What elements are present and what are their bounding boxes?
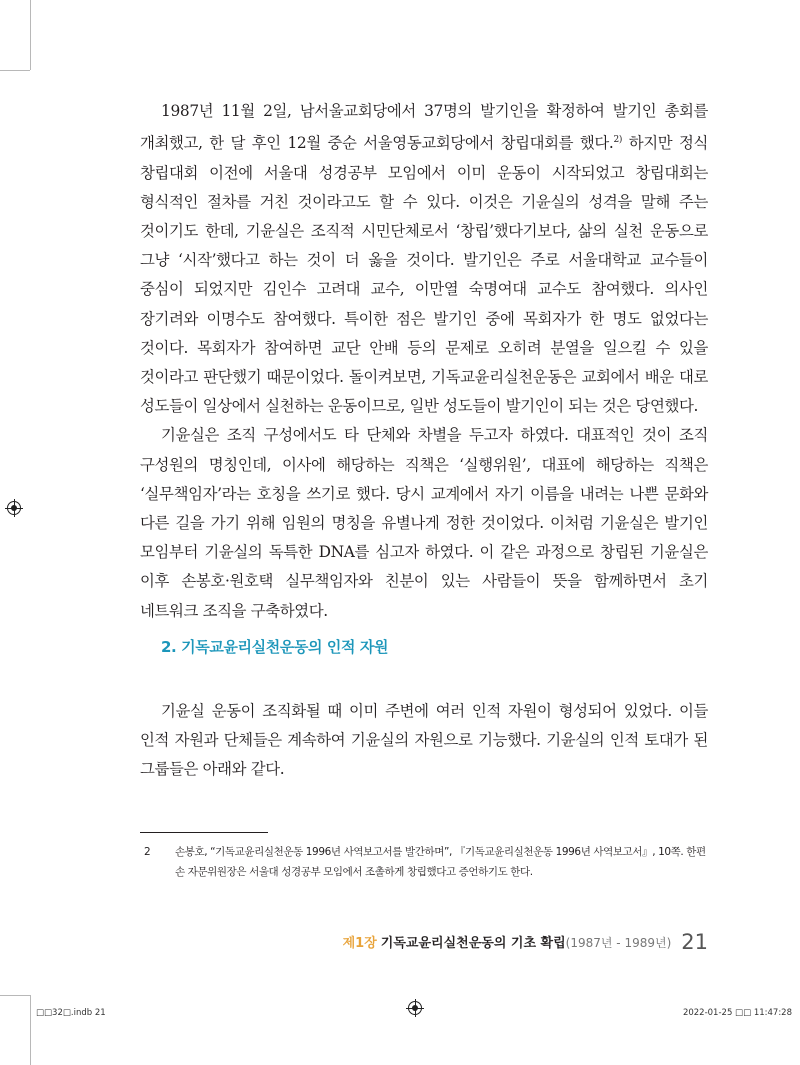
body-block-bottom xyxy=(140,697,708,785)
body-block-top xyxy=(140,97,708,626)
registration-mark-icon xyxy=(408,1001,422,1015)
footnote-reference: 2) xyxy=(613,135,623,146)
footnote-rule xyxy=(140,832,268,833)
registration-mark-icon xyxy=(7,501,21,515)
chapter-label: 제1장 xyxy=(342,936,377,951)
chapter-years: (1987년 - 1989년) xyxy=(565,936,672,950)
footnote-text: 손봉호, “기독교윤리실천운동 1996년 사역보고서를 발간하며”, 『기독교윤리실천운동 1996년 사역보고서』, 10쪽. 한편 손 자문위원장은 서울대 성경공부 모임에서 조촐하게 창립했다고 증언하기도 한다. xyxy=(175,846,706,878)
footnote-number: 2 xyxy=(144,846,151,858)
chapter-title: 기독교윤리실천운동의 기초 확립 xyxy=(380,936,566,951)
page-number: 21 xyxy=(681,930,708,954)
section-heading: 2. 기독교윤리실천운동의 인적 자원 xyxy=(161,638,389,656)
paragraph-founding: 1987년 11월 2일, 남서울교회당에서 37명의 발기인을 확정하여 발기인 총회를 개최했고, 한 달 후인 12월 중순 서울영동교회당에서 창립대회를 했다.$^{2)}$ 하지만 정식 창립대회 이전에 서울대 성경공부 모임에서 이미 운동이 시작되었고 창립대회는 형식적인 절차를 거친 것이라고도 할 수 있다. 이것은 기윤실의 성격을 말해 주는 것이기도 한데, 기윤실은 조직적 시민단체로서 ‘창립’했다기보다, 삶의 실천 운동으로 그냥 ‘시작’했다고 하는 것이 더 옳을 것이다. 발기인은 주로 서울대학교 교수들이 중심이 되었지만 김인수 고려대 교수, 이만열 숙명여대 교수도 참여했다. 의사인 장기려와 이명수도 참여했다. 특이한 점은 발기인 중에 목회자가 한 명도 없었다는 것이다. 목회자가 참여하면 교단 안배 등의 문제로 오히려 분열을 일으킬 수 있을 것이라고 판단했기 때문이었다. 돌이켜보면, 기독교윤리실천운동은 교회에서 배운 대로 성도들이 일상에서 실천하는 운동이므로, 일반 성도들이 발기인이 되는 것은 당연했다. xyxy=(140,102,708,416)
slug-date: 2022-01-25 □□ 11:47:28 xyxy=(682,1008,792,1018)
slug-file: □□32□.indb 21 xyxy=(36,1008,106,1018)
crop-mark xyxy=(30,0,31,70)
footnote xyxy=(140,842,708,882)
crop-mark xyxy=(0,70,30,71)
paragraph-organization: 기윤실은 조직 구성에서도 타 단체와 차별을 두고자 하였다. 대표적인 것이 조직 구성원의 명칭인데, 이사에 해당하는 직책은 ‘실행위원’, 대표에 해당하는 직책은 ‘실무책임자’라는 호칭을 쓰기로 했다. 당시 교계에서 자기 이름을 내려는 나쁜 문화와 다른 길을 가기 위해 임원의 명칭을 유별나게 정한 것이었다. 이처럼 기윤실은 발기인 모임부터 기윤실의 독특한 DNA를 심고자 하였다. 이 같은 과정으로 창립된 기윤실은 이후 손봉호·원호택 실무책임자와 친분이 있는 사람들이 뜻을 함께하면서 초기 네트워크 조직을 구축하였다. xyxy=(140,426,708,620)
paragraph-human-resources: 기윤실 운동이 조직화될 때 이미 주변에 여러 인적 자원이 형성되어 있었다. 이들 인적 자원과 단체들은 계속하여 기윤실의 자원으로 기능했다. 기윤실의 인적 토대가 된 그룹들은 아래와 같다. xyxy=(140,702,708,779)
crop-mark xyxy=(0,995,30,996)
running-footer xyxy=(343,930,708,954)
crop-mark xyxy=(30,995,31,1065)
